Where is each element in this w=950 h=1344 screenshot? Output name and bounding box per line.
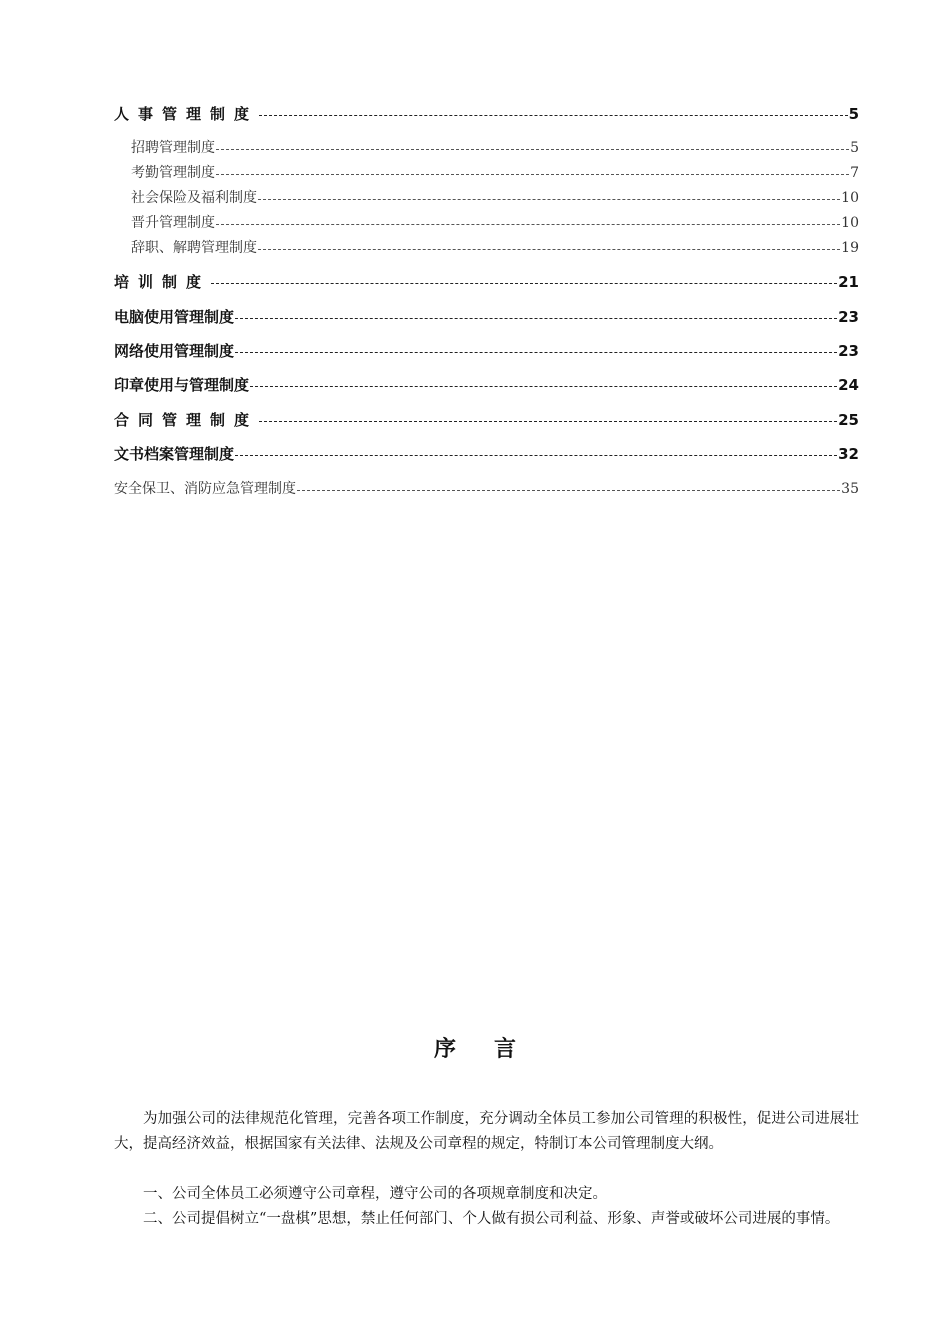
preface-paragraph: 二、公司提倡树立“一盘棋”思想，禁止任何部门、个人做有损公司利益、形象、声誉或破坏公司进展的事情。 [143, 1211, 840, 1227]
toc-page-number: 35 [841, 481, 859, 497]
toc-entry-title: 安全保卫、消防应急管理制度 [114, 481, 296, 497]
toc-entry-title: 晋升管理制度 [131, 215, 215, 231]
toc-entry-title: 培训制度 [114, 273, 211, 291]
toc-leader [235, 352, 837, 353]
toc-page-number: 24 [838, 376, 859, 394]
toc-leader [216, 224, 840, 225]
toc-entry-network-use[interactable] [114, 340, 859, 362]
toc-entry-recruitment[interactable] [131, 137, 859, 159]
preface-paragraph: 为加强公司的法律规范化管理，完善各项工作制度，充分调动全体员工参加公司管理的积极性，促进公司进展壮大，提高经济效益，根据国家有关法律、法规及公司章程的规定，特制订本公司管理制度大纲。 [114, 1111, 859, 1152]
toc-entry-title: 合同管理制度 [114, 411, 259, 429]
toc-leader [259, 115, 848, 116]
toc-leader [250, 386, 837, 387]
toc-leader [258, 199, 840, 200]
toc-page-number: 32 [838, 445, 859, 463]
toc-leader [211, 283, 837, 284]
preface-title: 序言 [433, 1037, 554, 1062]
toc-entry-title: 印章使用与管理制度 [114, 376, 250, 394]
toc-entry-personnel[interactable] [114, 103, 859, 125]
toc-entry-title: 文书档案管理制度 [114, 445, 235, 463]
toc-page-number: 25 [838, 411, 859, 429]
toc-entry-contract[interactable] [114, 409, 859, 431]
toc-page-number: 10 [841, 215, 859, 231]
toc-leader [216, 149, 849, 150]
toc-entry-title: 电脑使用管理制度 [114, 308, 235, 326]
toc-page-number: 19 [841, 240, 859, 256]
toc-leader [235, 318, 837, 319]
toc-entry-archives[interactable] [114, 443, 859, 465]
toc-page-number: 21 [838, 273, 859, 291]
toc-page-number: 10 [841, 190, 859, 206]
toc-entry-title: 人事管理制度 [114, 105, 259, 123]
toc-leader [235, 455, 837, 456]
toc-leader [297, 490, 840, 491]
toc-entry-promotion[interactable] [131, 212, 859, 234]
toc-page-number: 5 [850, 140, 859, 156]
toc-entry-title: 社会保险及福利制度 [131, 190, 257, 206]
toc-entry-attendance[interactable] [131, 162, 859, 184]
toc-page-number: 7 [850, 165, 859, 181]
toc-leader [258, 249, 840, 250]
toc-entry-resignation[interactable] [131, 237, 859, 259]
toc-entry-social-insurance[interactable] [131, 187, 859, 209]
preface-paragraph: 一、公司全体员工必须遵守公司章程，遵守公司的各项规章制度和决定。 [143, 1186, 607, 1202]
toc-leader [259, 421, 837, 422]
toc-leader [216, 174, 849, 175]
toc-entry-seal-management[interactable] [114, 374, 859, 396]
toc-entry-title: 网络使用管理制度 [114, 342, 235, 360]
toc-page-number: 23 [838, 308, 859, 326]
toc-entry-title: 考勤管理制度 [131, 165, 215, 181]
toc-entry-title: 招聘管理制度 [131, 140, 215, 156]
toc-entry-security-fire[interactable] [114, 478, 859, 500]
toc-entry-title: 辞职、解聘管理制度 [131, 240, 257, 256]
toc-entry-computer-use[interactable] [114, 306, 859, 328]
toc-entry-training[interactable] [114, 271, 859, 293]
toc-page-number: 5 [848, 105, 859, 123]
toc-page-number: 23 [838, 342, 859, 360]
